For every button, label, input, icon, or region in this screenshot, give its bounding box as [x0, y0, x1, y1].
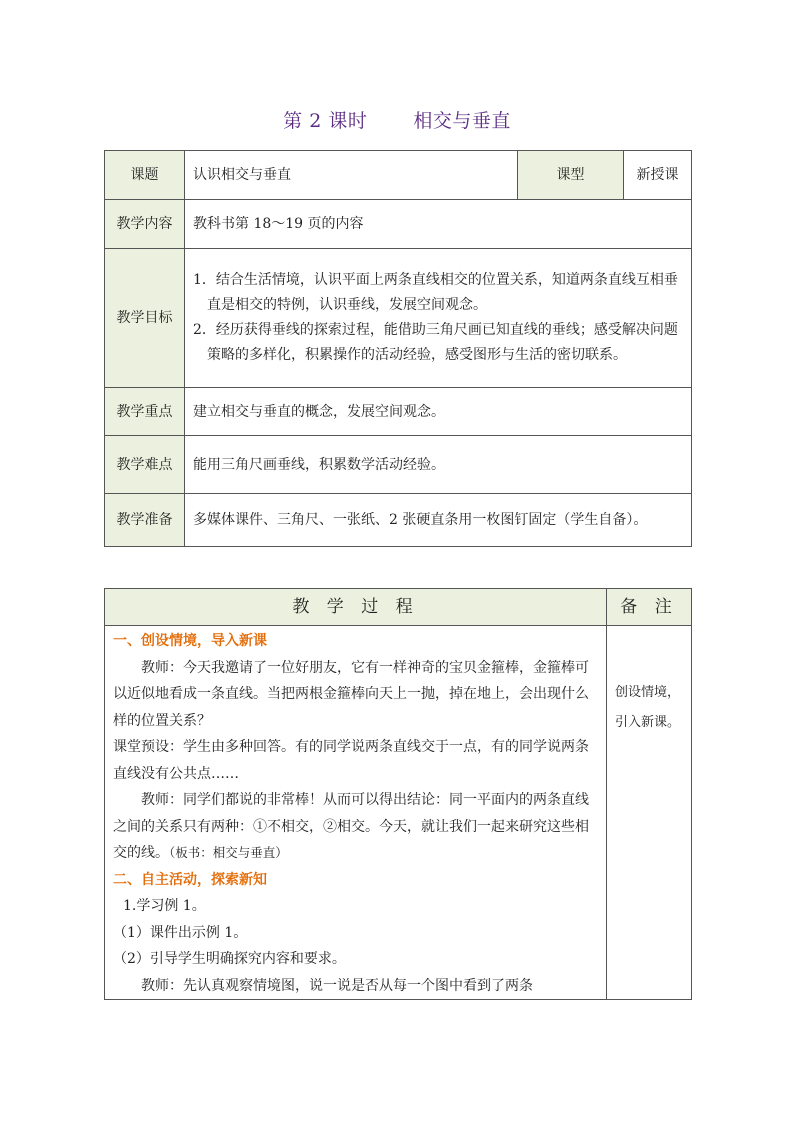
- page-title: [0, 106, 794, 133]
- topic-label: 课题: [105, 151, 185, 200]
- note-line-2: 引入新课。: [615, 715, 681, 730]
- row-difficulty: [105, 436, 692, 494]
- topic-value: 认识相交与垂直: [185, 151, 518, 200]
- paragraph-6: （2）引导学生明确探究内容和要求。: [113, 951, 346, 967]
- row-topic: [105, 151, 692, 200]
- paragraph-7: 教师：先认真观察情境图，说一说是否从每一个图中看到了两条: [141, 977, 533, 994]
- notes-content: [607, 626, 692, 1000]
- preparation-value: 多媒体课件、三角尺、一张纸、2 张硬直条用一枚图钉固定（学生自备）。: [185, 494, 692, 547]
- paragraph-3-text: 教师：同学们都说的非常棒！从而可以得出结论：同一平面内的两条直线之间的关系只有两种：①不相交，②相交。今天，就让我们一起来研究这些相交的线。: [113, 792, 589, 861]
- process-content: [105, 626, 607, 1000]
- row-content: [105, 200, 692, 249]
- lesson-number: 第 2 课时: [283, 110, 368, 132]
- goals-label: 教学目标: [105, 249, 185, 388]
- row-goals: [105, 249, 692, 388]
- type-label: 课型: [518, 151, 624, 200]
- difficulty-label: 教学难点: [105, 436, 185, 494]
- process-header: 教 学 过 程: [105, 589, 607, 626]
- content-value: 教科书第 18～19 页的内容: [185, 200, 692, 249]
- process-body-row: [105, 626, 692, 1000]
- paragraph-4: 1.学习例 1。: [123, 898, 206, 914]
- paragraph-1: 教师：今天我邀请了一位好朋友，它有一样神奇的宝贝金箍棒，金箍棒可以近似地看成一条直线。当把两根金箍棒向天上一抛，掉在地上，会出现什么样的位置关系？: [113, 659, 589, 729]
- note-line-1: 创设情境，: [615, 685, 681, 700]
- paragraph-5: （1）课件出示例 1。: [113, 924, 248, 941]
- section-heading-2: 二、自主活动，探索新知: [113, 871, 267, 888]
- content-label: 教学内容: [105, 200, 185, 249]
- preparation-label: 教学准备: [105, 494, 185, 547]
- goal-item-2: 2．经历获得垂线的探索过程，能借助三角尺画已知直线的垂线；感受解决问题策略的多样化，积累操作的活动经验，感受图形与生活的密切联系。: [193, 322, 678, 363]
- paragraph-3: [113, 787, 600, 867]
- lesson-info-table: [104, 150, 692, 547]
- difficulty-value: 能用三角尺画垂线，积累数学活动经验。: [185, 436, 692, 494]
- lesson-topic: 相交与垂直: [413, 110, 511, 132]
- goal-item-1: 1．结合生活情境，认识平面上两条直线相交的位置关系，知道两条直线互相垂直是相交的特例，认识垂线，发展空间观念。: [193, 272, 678, 313]
- paragraph-2: 课堂预设：学生由多种回答。有的同学说两条直线交于一点，有的同学说两条直线没有公共点……: [113, 739, 589, 782]
- key-point-value: 建立相交与垂直的概念，发展空间观念。: [185, 388, 692, 436]
- type-value: 新授课: [624, 151, 692, 200]
- teaching-process-table: [104, 588, 692, 1000]
- row-key-point: [105, 388, 692, 436]
- row-preparation: [105, 494, 692, 547]
- section-heading-1: 一、创设情境，导入新课: [113, 633, 267, 649]
- key-point-label: 教学重点: [105, 388, 185, 436]
- process-header-row: [105, 589, 692, 626]
- goals-value: [185, 249, 692, 388]
- notes-header: 备 注: [607, 589, 692, 626]
- board-note: （板书：相交与垂直）: [169, 845, 288, 860]
